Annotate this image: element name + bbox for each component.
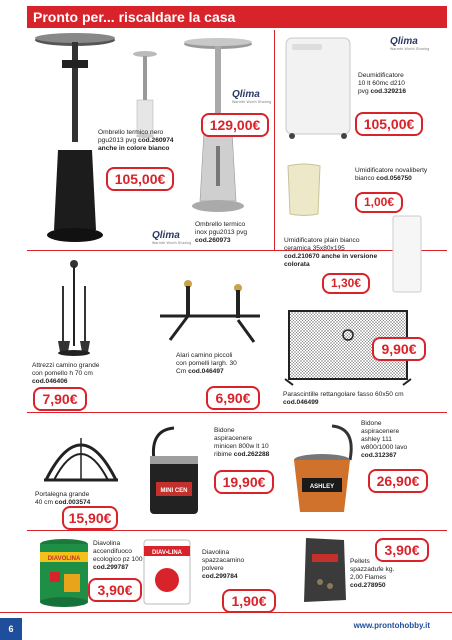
product-desc-dehumidifier (358, 72, 448, 96)
divider-col-top (274, 30, 275, 250)
product-code: cod.003574 (54, 499, 91, 506)
humidifier-novaliberty-image (284, 162, 324, 218)
price-badge: 19,90€ (214, 470, 274, 494)
page-header-bar (27, 6, 447, 28)
product-code: cod.260973 (195, 237, 231, 244)
diavolina-firelighter-image (36, 536, 92, 608)
product-desc-andirons (176, 352, 271, 376)
product-desc-fireplace-tools (32, 362, 132, 386)
desc-line: bianco (355, 175, 377, 182)
price-badge: 3,90€ (88, 578, 142, 602)
white-heater-variant-image (132, 48, 158, 138)
ashley-label: ASHLEY (309, 484, 335, 490)
logo-tagline: Warmth Worth Sharing (390, 47, 430, 51)
desc-line: accendifuoco (93, 548, 132, 555)
price-badge: 26,90€ (368, 469, 428, 493)
minicen-label: MINI CEN (160, 488, 188, 494)
price-badge: 15,90€ (62, 506, 118, 530)
price-badge: 129,00€ (201, 113, 269, 137)
product-desc-pellets (350, 558, 440, 590)
ash-vacuum-minicen-image (140, 420, 208, 520)
ash-vacuum-ashley-image (282, 420, 362, 520)
diavolina-brand-label: DIAVOLINA (47, 556, 81, 562)
desc-line: polvere (202, 565, 224, 572)
product-desc-novaliberty (355, 167, 450, 183)
product-code: cod.312367 (361, 452, 397, 459)
price-badge: 3,90€ (375, 538, 429, 562)
product-code: cod.260974 (137, 137, 174, 144)
desc-line: pvg (358, 88, 371, 95)
price-badge: 7,90€ (33, 387, 87, 411)
desc-line: ribime (214, 451, 234, 458)
desc-line: Ombrello termico nero (98, 129, 164, 136)
desc-line: 10 lt 60mc d210 (358, 80, 405, 87)
desc-line: spazzadufe kg. (350, 566, 395, 573)
product-code: cod.046499 (283, 399, 319, 406)
desc-line: pgu2013 pvg (98, 137, 138, 144)
price-badge: 105,00€ (106, 167, 174, 191)
dehumidifier-image (282, 36, 354, 140)
product-code: cod.046406 (32, 378, 68, 385)
humidifier-plain-image (390, 214, 424, 294)
product-desc-log-holder (35, 491, 135, 507)
product-desc-ashley (361, 420, 451, 460)
product-desc-plain-humidifier (284, 237, 389, 269)
price-badge: 9,90€ (372, 337, 426, 361)
price-badge: 105,00€ (355, 112, 423, 136)
price-badge: 1,90€ (222, 589, 276, 613)
desc-line: 40 cm (35, 499, 55, 506)
desc-line: minicen 800w lt 10 (214, 443, 269, 450)
desc-line: inox pgu2013 pvg (195, 229, 248, 236)
desc-line: con pomelli largh. 30 (176, 360, 237, 367)
product-extra: anche in versione colorata (284, 253, 378, 268)
price-badge: 6,90€ (206, 386, 260, 410)
logo-tagline: Warmth Worth Sharing (232, 100, 272, 104)
desc-line: ashley 111 (361, 436, 392, 443)
product-extra: anche in colore bianco (98, 145, 170, 152)
price-badge: 1,30€ (322, 273, 370, 294)
product-code: cod.299784 (202, 573, 238, 580)
desc-line: aspiracenere (214, 435, 253, 442)
desc-line: ceramica 35x80x195 (284, 245, 345, 252)
logo-text: Qlima (390, 36, 418, 47)
website-link[interactable]: www.prontohobby.it (353, 621, 430, 630)
diavolina-brand-label-2: DIAV•LINA (152, 550, 182, 556)
desc-line: ecologico pz 100 (93, 556, 143, 563)
product-code: cod.278950 (350, 582, 386, 589)
desc-line: Umidificatore novaliberty (355, 167, 428, 174)
product-code: cod.329216 (370, 88, 407, 95)
desc-line: Umidificatore plain bianco (284, 237, 360, 244)
desc-line: w800/1000 lavo (361, 444, 408, 451)
product-code: cod.210670 (284, 253, 320, 260)
logo-text: Qlima (232, 89, 260, 100)
log-holder-image (36, 420, 126, 490)
product-code: cod.046497 (188, 368, 224, 375)
product-desc-inox-heater (195, 221, 275, 245)
desc-line: 2,00 Flames (350, 574, 387, 581)
product-desc-diavolina-chimney (202, 549, 282, 581)
page-title: Pronto per... riscaldare la casa (33, 9, 236, 25)
product-desc-fire-screen (283, 391, 443, 407)
price-badge: 1,00€ (355, 192, 403, 213)
footer-divider (0, 612, 452, 613)
desc-line: Pellets (350, 558, 370, 565)
desc-line: Bidone (214, 427, 235, 434)
qlima-logo-bottom (152, 230, 191, 245)
fireplace-tools-image (52, 256, 96, 356)
desc-line: Diavolina (93, 540, 121, 547)
desc-line: con pomello h 70 cm (32, 370, 93, 377)
desc-line: Deumidificatore (358, 72, 404, 79)
diavolina-chimney-sweep-image (138, 536, 196, 608)
page-number: 6 (0, 618, 22, 640)
desc-line: Bidone (361, 420, 382, 427)
desc-line: Ombrello termico (195, 221, 246, 228)
product-code: cod.056750 (376, 175, 412, 182)
desc-line: Alari camino piccoli (176, 352, 233, 359)
product-code: cod.299787 (93, 564, 129, 571)
desc-line: Parascintille rettangolare fasso 60x50 cm (283, 391, 404, 398)
qlima-logo-dehumidifier (390, 36, 429, 51)
desc-line: aspiracenere (361, 428, 400, 435)
pellets-bag-image (300, 534, 350, 606)
qlima-logo (232, 89, 271, 104)
product-code: cod.262288 (233, 451, 270, 458)
desc-line: Diavolina (202, 549, 230, 556)
desc-line: Portalegna grande (35, 491, 90, 498)
desc-line: spazzacamino (202, 557, 245, 564)
andirons-image (150, 276, 270, 346)
logo-text: Qlima (152, 230, 180, 241)
logo-tagline: Warmth Worth Sharing (152, 241, 192, 245)
desc-line: Cm (176, 368, 189, 375)
divider-row2 (27, 412, 447, 413)
desc-line: Attrezzi camino grande (32, 362, 100, 369)
divider-row3 (27, 530, 447, 531)
